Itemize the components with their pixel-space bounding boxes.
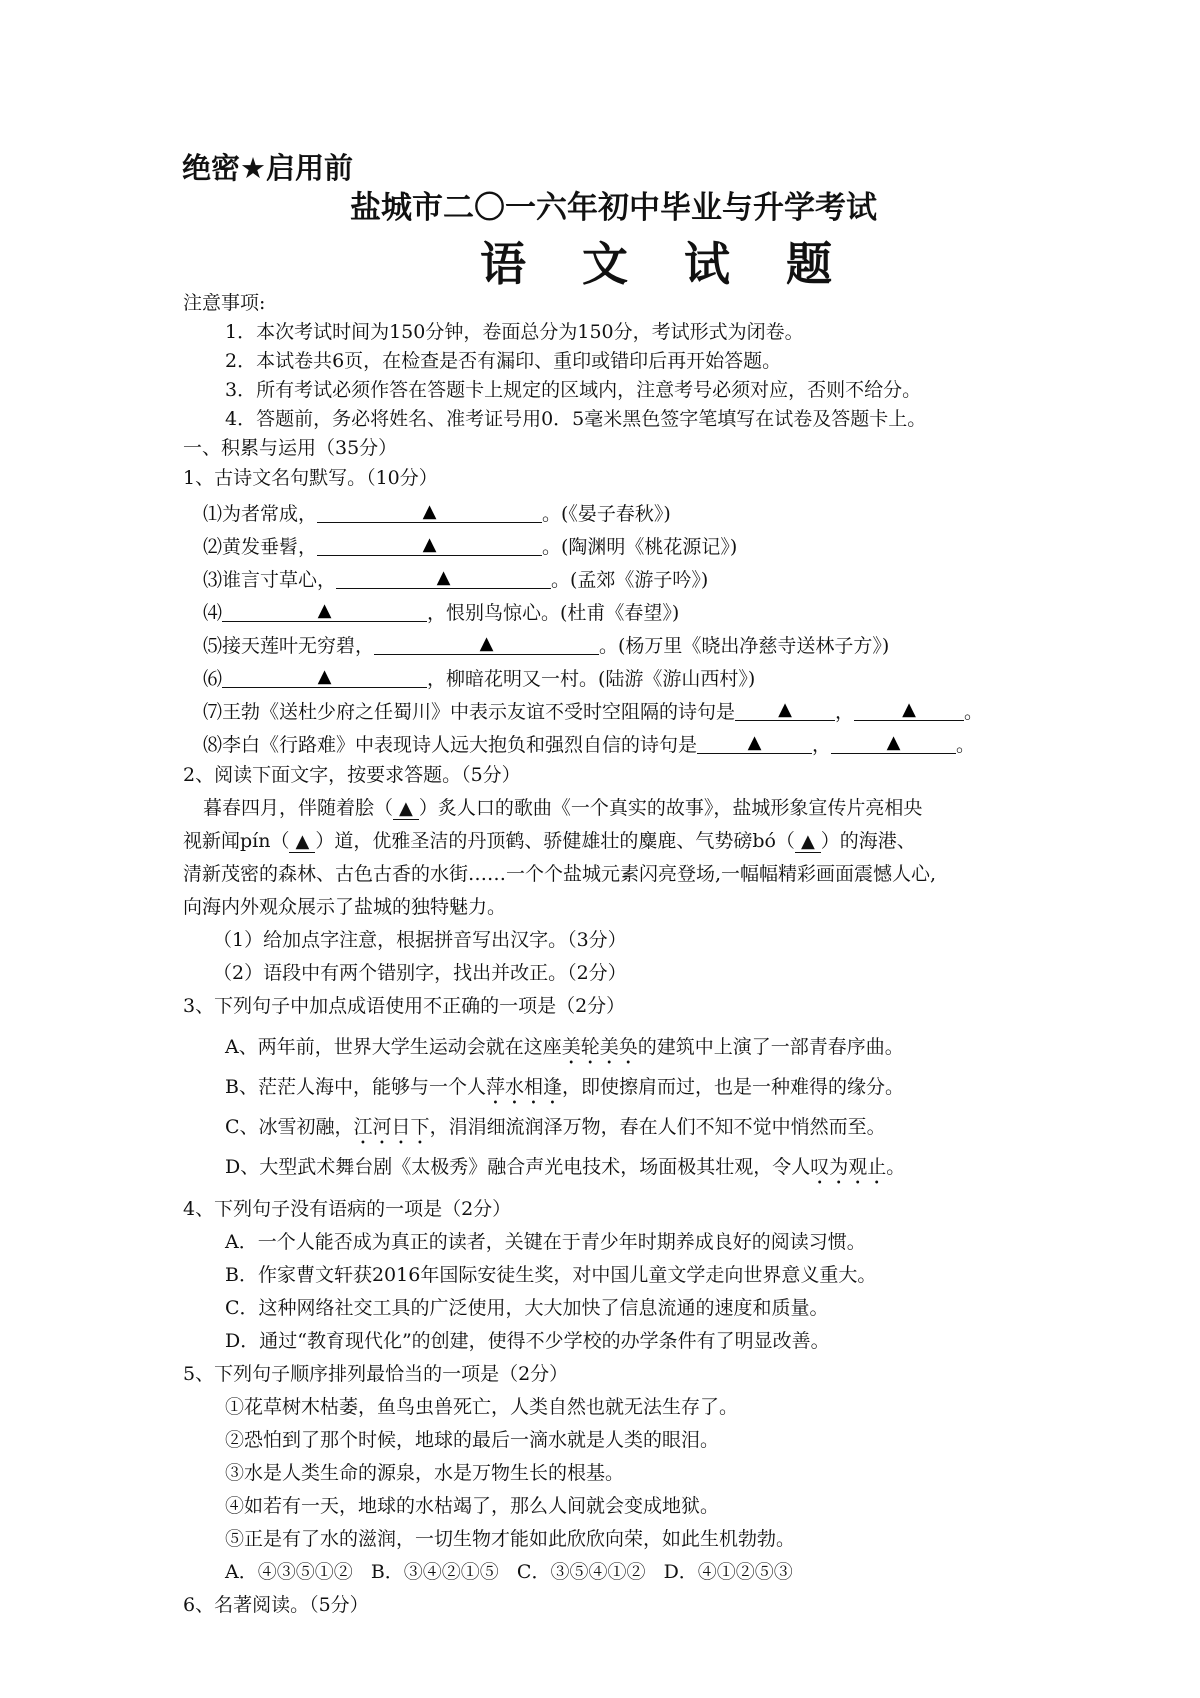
blank-marker: ▲ [317,666,332,687]
q2-para-line-2: 视新闻pín（ ▲ ）道，优雅圣洁的丹顶鹤、骄健雄壮的麋鹿、气势磅bó（ ▲ ）的海港、 [183,830,916,852]
q1-item-5: ⑸接天莲叶无穷碧， ▲ 。(杨万里《晓出净慈寺送林子方》) [203,633,890,657]
q1-item-4: ⑷ ▲ ，恨别鸟惊心。(杜甫《春望》) [203,600,680,624]
note-item: 4．答题前，务必将姓名、准考证号用0．5毫米黑色签字笔填写在试卷及答题卡上。 [225,408,927,430]
q5-sentence: ④如若有一天，地球的水枯竭了，那么人间就会变成地狱。 [225,1495,720,1517]
q5-sentence: ①花草树木枯萎，鱼鸟虫兽死亡，人类自然也就无法生存了。 [225,1396,739,1418]
answer-blank[interactable] [854,700,964,721]
blank-marker: ▲ [479,633,494,654]
q3-option-a: A、两年前，世界大学生运动会就在这座美轮美奂的建筑中上演了一部青春序曲。 [225,1036,904,1058]
q5-sentence: ③水是人类生命的源泉，水是万物生长的根基。 [225,1462,625,1484]
q4-title: 4、下列句子没有语病的一项是（2分） [183,1198,512,1220]
q3-option-b: B、茫茫人海中，能够与一个人萍水相逢，即使擦肩而过，也是一种难得的缘分。 [225,1076,904,1098]
answer-blank[interactable] [831,733,956,754]
q6-title: 6、名著阅读。（5分） [183,1594,369,1616]
blank-marker: ▲ [436,567,451,588]
blank-marker: ▲ [902,699,916,720]
answer-blank[interactable] [222,667,427,688]
blank-marker: ▲ [317,600,332,621]
paren-blank[interactable]: ▲ [289,832,315,853]
q5-options: A．④③⑤①② B．③④②①⑤ C．③⑤④①② D．④①②⑤③ [225,1561,793,1583]
blank-marker: ▲ [422,534,437,555]
answer-blank[interactable] [317,535,542,556]
q1-item-3: ⑶谁言寸草心， ▲ 。(孟郊《游子吟》) [203,567,709,591]
q4-option-a: A．一个人能否成为真正的读者，关键在于青少年时期养成良好的阅读习惯。 [225,1231,866,1253]
answer-blank[interactable] [317,502,542,523]
q2-sub-2: （2）语段中有两个错别字，找出并改正。（2分） [213,962,627,984]
subject-title: 语 文 试 题 [480,237,853,291]
section-title: 一、积累与运用（35分） [183,437,398,459]
q3-option-d: D、大型武术舞台剧《太极秀》融合声光电技术，场面极其壮观，令人叹为观止。 [225,1156,906,1178]
q5-sentence: ⑤正是有了水的滋润，一切生物才能如此欣欣向荣，如此生机勃勃。 [225,1528,796,1550]
blank-marker: ▲ [747,732,762,753]
q1-item-2: ⑵黄发垂髫， ▲ 。(陶渊明《桃花源记》) [203,534,738,558]
q5-sentence: ②恐怕到了那个时候，地球的最后一滴水就是人类的眼泪。 [225,1429,720,1451]
note-item: 3．所有考试必须作答在答题卡上规定的区域内，注意考号必须对应，否则不给分。 [225,379,922,401]
secret-label: 绝密★启用前 [182,151,353,185]
answer-blank[interactable] [336,568,551,589]
q1-item-6: ⑹ ▲ ，柳暗花明又一村。(陆游《游山西村》) [203,666,756,690]
q1-item-7: ⑺王勃《送杜少府之任蜀川》中表示友谊不受时空阻隔的诗句是 ▲ ， ▲ 。 [203,699,984,723]
q2-title: 2、阅读下面文字，按要求答题。（5分） [183,764,521,786]
blank-marker: ▲ [422,501,437,522]
q1-title: 1、古诗文名句默写。（10分） [183,467,438,489]
blank-marker: ▲ [886,732,901,753]
answer-blank[interactable] [697,733,812,754]
q2-para-line-4: 向海内外观众展示了盐城的独特魅力。 [183,896,507,918]
paren-blank[interactable]: ▲ [393,799,419,820]
q5-title: 5、下列句子顺序排列最恰当的一项是（2分） [183,1363,569,1385]
q2-para-line-3: 清新茂密的森林、古色古香的水街……一个个盐城元素闪亮登场,一幅幅精彩画面震憾人心, [183,863,937,885]
notes-title: 注意事项: [183,292,266,314]
paren-blank[interactable]: ▲ [795,832,821,853]
q3-title: 3、下列句子中加点成语使用不正确的一项是（2分） [183,995,626,1017]
note-item: 1．本次考试时间为150分钟，卷面总分为150分，考试形式为闭卷。 [225,321,804,343]
q3-option-c: C、冰雪初融，江河日下，涓涓细流润泽万物，春在人们不知不觉中悄然而至。 [225,1116,886,1138]
exam-title: 盐城市二〇一六年初中毕业与升学考试 [350,190,877,226]
q4-option-d: D．通过“教育现代化”的创建，使得不少学校的办学条件有了明显改善。 [225,1330,830,1352]
note-item: 2．本试卷共6页，在检查是否有漏印、重印或错印后再开始答题。 [225,350,782,372]
q2-sub-1: （1）给加点字注意，根据拼音写出汉字。（3分） [213,929,627,951]
q4-option-b: B．作家曹文轩获2016年国际安徒生奖，对中国儿童文学走向世界意义重大。 [225,1264,877,1286]
q1-item-1: ⑴为者常成， ▲ 。(《晏子春秋》) [203,501,671,525]
answer-blank[interactable] [374,634,599,655]
blank-marker: ▲ [778,699,792,720]
answer-blank[interactable] [222,601,427,622]
q4-option-c: C．这种网络社交工具的广泛使用，大大加快了信息流通的速度和质量。 [225,1297,829,1319]
q2-para-line-1: 暮春四月，伴随着脍（ ▲ ）炙人口的歌曲《一个真实的故事》，盐城形象宣传片亮相央 [203,797,923,819]
q1-item-8: ⑻李白《行路难》中表现诗人远大抱负和强烈自信的诗句是 ▲ ， ▲ 。 [203,732,976,756]
answer-blank[interactable] [735,700,835,721]
